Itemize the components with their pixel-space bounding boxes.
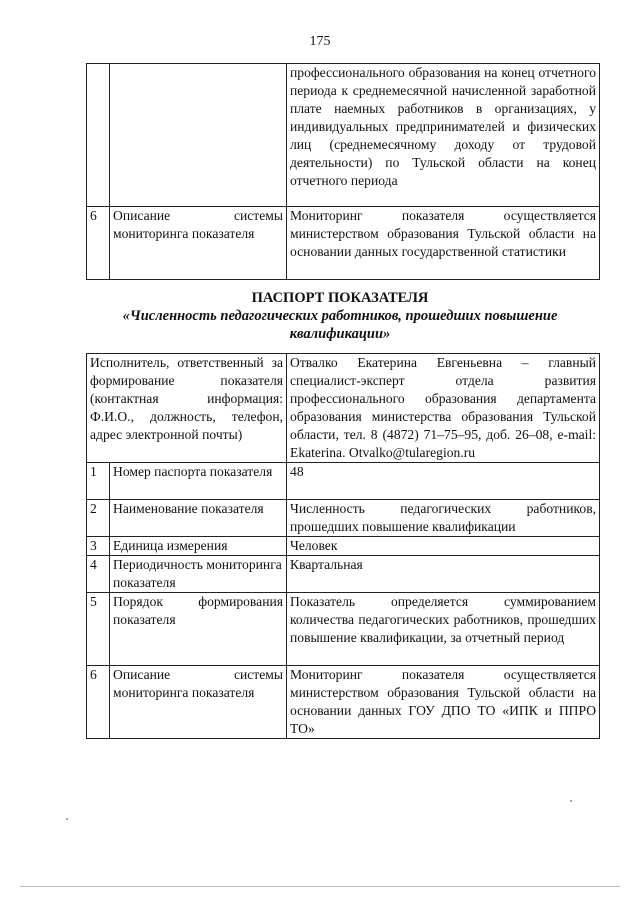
executor-value: Отвалко Екатерина Евгеньевна – главный специалист-эксперт отдела развития профессионального образования департамента образования министерства образования Тульской области, тел. 8 (4872) 71–75–95, доб. 26–08, e-mail: Ekaterina. Otvalko@tularegion.ru (287, 354, 600, 463)
row-label: Наименование показателя (110, 500, 287, 537)
passport-table (86, 353, 600, 739)
table-cell-empty (110, 64, 287, 207)
row-value: Человек (287, 537, 600, 556)
table-row-executor (87, 354, 600, 463)
row-value: Показатель определяется суммированием количества педагогических работников, прошедших повышение квалификации, за отчетный период (287, 593, 600, 666)
table-row (87, 207, 600, 280)
passport-title: ПАСПОРТ ПОКАЗАТЕЛЯ (251, 290, 429, 306)
table-row (87, 593, 600, 666)
scan-speck (66, 818, 68, 820)
row-label: Порядок формирования показателя (110, 593, 287, 666)
row-label: Описание системы мониторинга показателя (110, 207, 287, 280)
row-value: Мониторинг показателя осуществляется министерством образования Тульской области на основании данных государственной статистики (287, 207, 600, 280)
row-value: Мониторинг показателя осуществляется министерством образования Тульской области на основании данных ГОУ ДПО ТО «ИПК и ППРО ТО» (287, 666, 600, 739)
row-number: 5 (87, 593, 110, 666)
row-number: 3 (87, 537, 110, 556)
page-number: 175 (309, 34, 331, 49)
table-row (87, 556, 600, 593)
table-cell-empty (87, 64, 110, 207)
row-label: Единица измерения (110, 537, 287, 556)
row-value: Численность педагогических работников, прошедших повышение квалификации (287, 500, 600, 537)
row-number: 6 (87, 666, 110, 739)
executor-label: Исполнитель, ответственный за формирование показателя (контактная информация: Ф.И.О., должность, телефон, адрес электронной почты) (87, 354, 287, 463)
indicator-table-continued (86, 63, 600, 280)
row-number: 1 (87, 463, 110, 500)
row-label: Описание системы мониторинга показателя (110, 666, 287, 739)
scan-noise-line (20, 886, 620, 887)
row-label: Номер паспорта показателя (110, 463, 287, 500)
row-number: 2 (87, 500, 110, 537)
table-row (87, 666, 600, 739)
table-cell-value: профессионального образования на конец отчетного периода к среднемесячной начисленной заработной плате наемных работников в организациях, у индивидуальных предпринимателей и физических лиц (среднемесячному доходу от трудовой деятельности) по Тульской области на конец отчетного периода (287, 64, 600, 207)
row-value: 48 (287, 463, 600, 500)
table-row (87, 64, 600, 207)
table-row (87, 463, 600, 500)
row-value: Квартальная (287, 556, 600, 593)
table-row (87, 537, 600, 556)
scan-speck (570, 800, 572, 802)
row-label: Периодичность мониторинга показателя (110, 556, 287, 593)
row-number: 6 (87, 207, 110, 280)
table-row (87, 500, 600, 537)
row-number: 4 (87, 556, 110, 593)
passport-subtitle: «Численность педагогических работников, прошедших повышение квалификации» (122, 308, 558, 342)
